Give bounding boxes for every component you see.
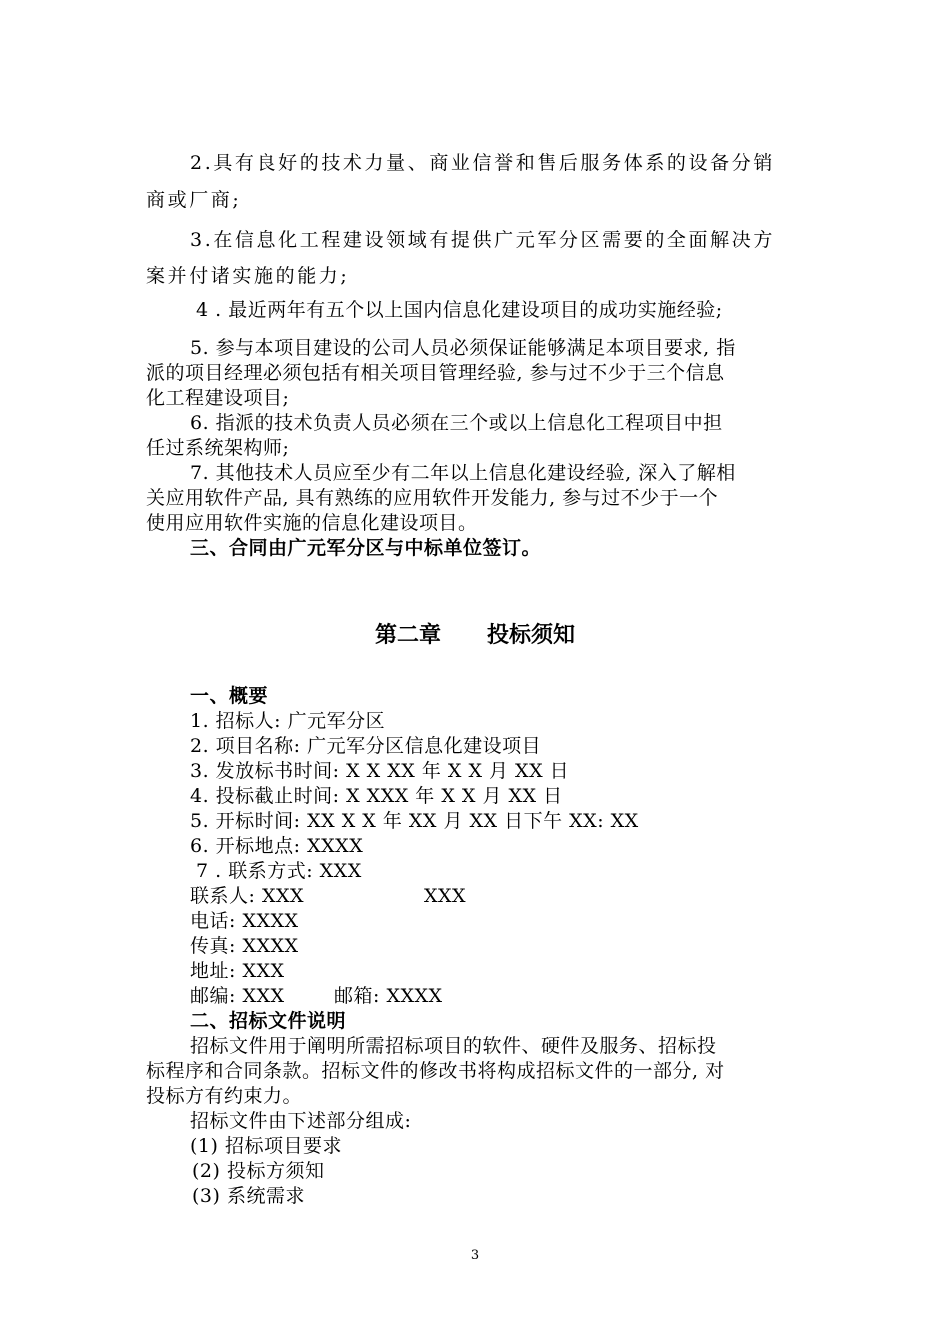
requirement-5-line-3: 化工程建设项目; — [146, 387, 290, 409]
requirement-5-line-2: 派的项目经理必须包括有相关项目管理经验, 参与过不少于三个信息 — [146, 362, 725, 384]
overview-item-opening-time: 5. 开标时间: XX X X 年 XX 月 XX 日下午 XX: XX — [190, 810, 639, 832]
document-part-3: (3) 系统需求 — [192, 1185, 305, 1207]
contact-postcode: 邮编: XXX — [190, 985, 285, 1007]
requirement-5-line-1: 5. 参与本项目建设的公司人员必须保证能够满足本项目要求, 指 — [190, 337, 736, 359]
requirement-7-line-1: 7. 其他技术人员应至少有二年以上信息化建设经验, 深入了解相 — [190, 462, 736, 484]
requirement-3-line-1: 3.在信息化工程建设领域有提供广元军分区需要的全面解决方 — [190, 229, 775, 251]
section-3-heading: 三、合同由广元军分区与中标单位签订。 — [190, 537, 542, 559]
contact-phone: 电话: XXXX — [190, 910, 299, 932]
contact-address: 地址: XXX — [190, 960, 285, 982]
overview-item-contact-method: 7 . 联系方式: XXX — [196, 860, 362, 882]
overview-item-deadline: 4. 投标截止时间: X XXX 年 X X 月 XX 日 — [190, 785, 563, 807]
document-intro-para-line-2: 标程序和合同条款。招标文件的修改书将构成招标文件的一部分, 对 — [146, 1060, 725, 1082]
document-part-1: (1) 招标项目要求 — [190, 1135, 342, 1157]
chapter-title: 第二章 投标须知 — [375, 623, 575, 648]
document-intro-heading: 二、招标文件说明 — [190, 1010, 347, 1032]
requirement-2-line-1: 2.具有良好的技术力量、商业信誉和售后服务体系的设备分销 — [190, 152, 775, 174]
contact-person: 联系人: XXX — [190, 885, 305, 907]
overview-item-project-name: 2. 项目名称: 广元军分区信息化建设项目 — [190, 735, 542, 757]
page-number: 3 — [470, 1248, 480, 1263]
contact-mailbox: 邮箱: XXXX — [334, 985, 443, 1007]
contact-fax: 传真: XXXX — [190, 935, 299, 957]
overview-item-issue-time: 3. 发放标书时间: X X XX 年 X X 月 XX 日 — [190, 760, 570, 782]
overview-item-opening-place: 6. 开标地点: XXXX — [190, 835, 364, 857]
requirement-7-line-3: 使用应用软件实施的信息化建设项目。 — [146, 512, 478, 534]
contact-person-second: XXX — [424, 885, 467, 907]
requirement-3-line-2: 案并付诸实施的能力; — [146, 265, 350, 287]
requirement-2-line-2: 商或厂商; — [146, 189, 242, 211]
document-intro-para-line-3: 投标方有约束力。 — [146, 1085, 303, 1107]
document-intro-para-line-1: 招标文件用于阐明所需招标项目的软件、硬件及服务、招标投 — [190, 1035, 717, 1057]
requirement-6-line-1: 6. 指派的技术负责人员必须在三个或以上信息化工程项目中担 — [190, 412, 723, 434]
overview-heading: 一、概要 — [190, 685, 269, 707]
document-part-2: (2) 投标方须知 — [192, 1160, 325, 1182]
overview-item-tenderer: 1. 招标人: 广元军分区 — [190, 710, 386, 732]
requirement-4: 4 . 最近两年有五个以上国内信息化建设项目的成功实施经验; — [196, 299, 723, 321]
requirement-6-line-2: 任过系统架构师; — [146, 437, 290, 459]
requirement-7-line-2: 关应用软件产品, 具有熟练的应用软件开发能力, 参与过不少于一个 — [146, 487, 719, 509]
document-composition: 招标文件由下述部分组成: — [190, 1110, 412, 1132]
